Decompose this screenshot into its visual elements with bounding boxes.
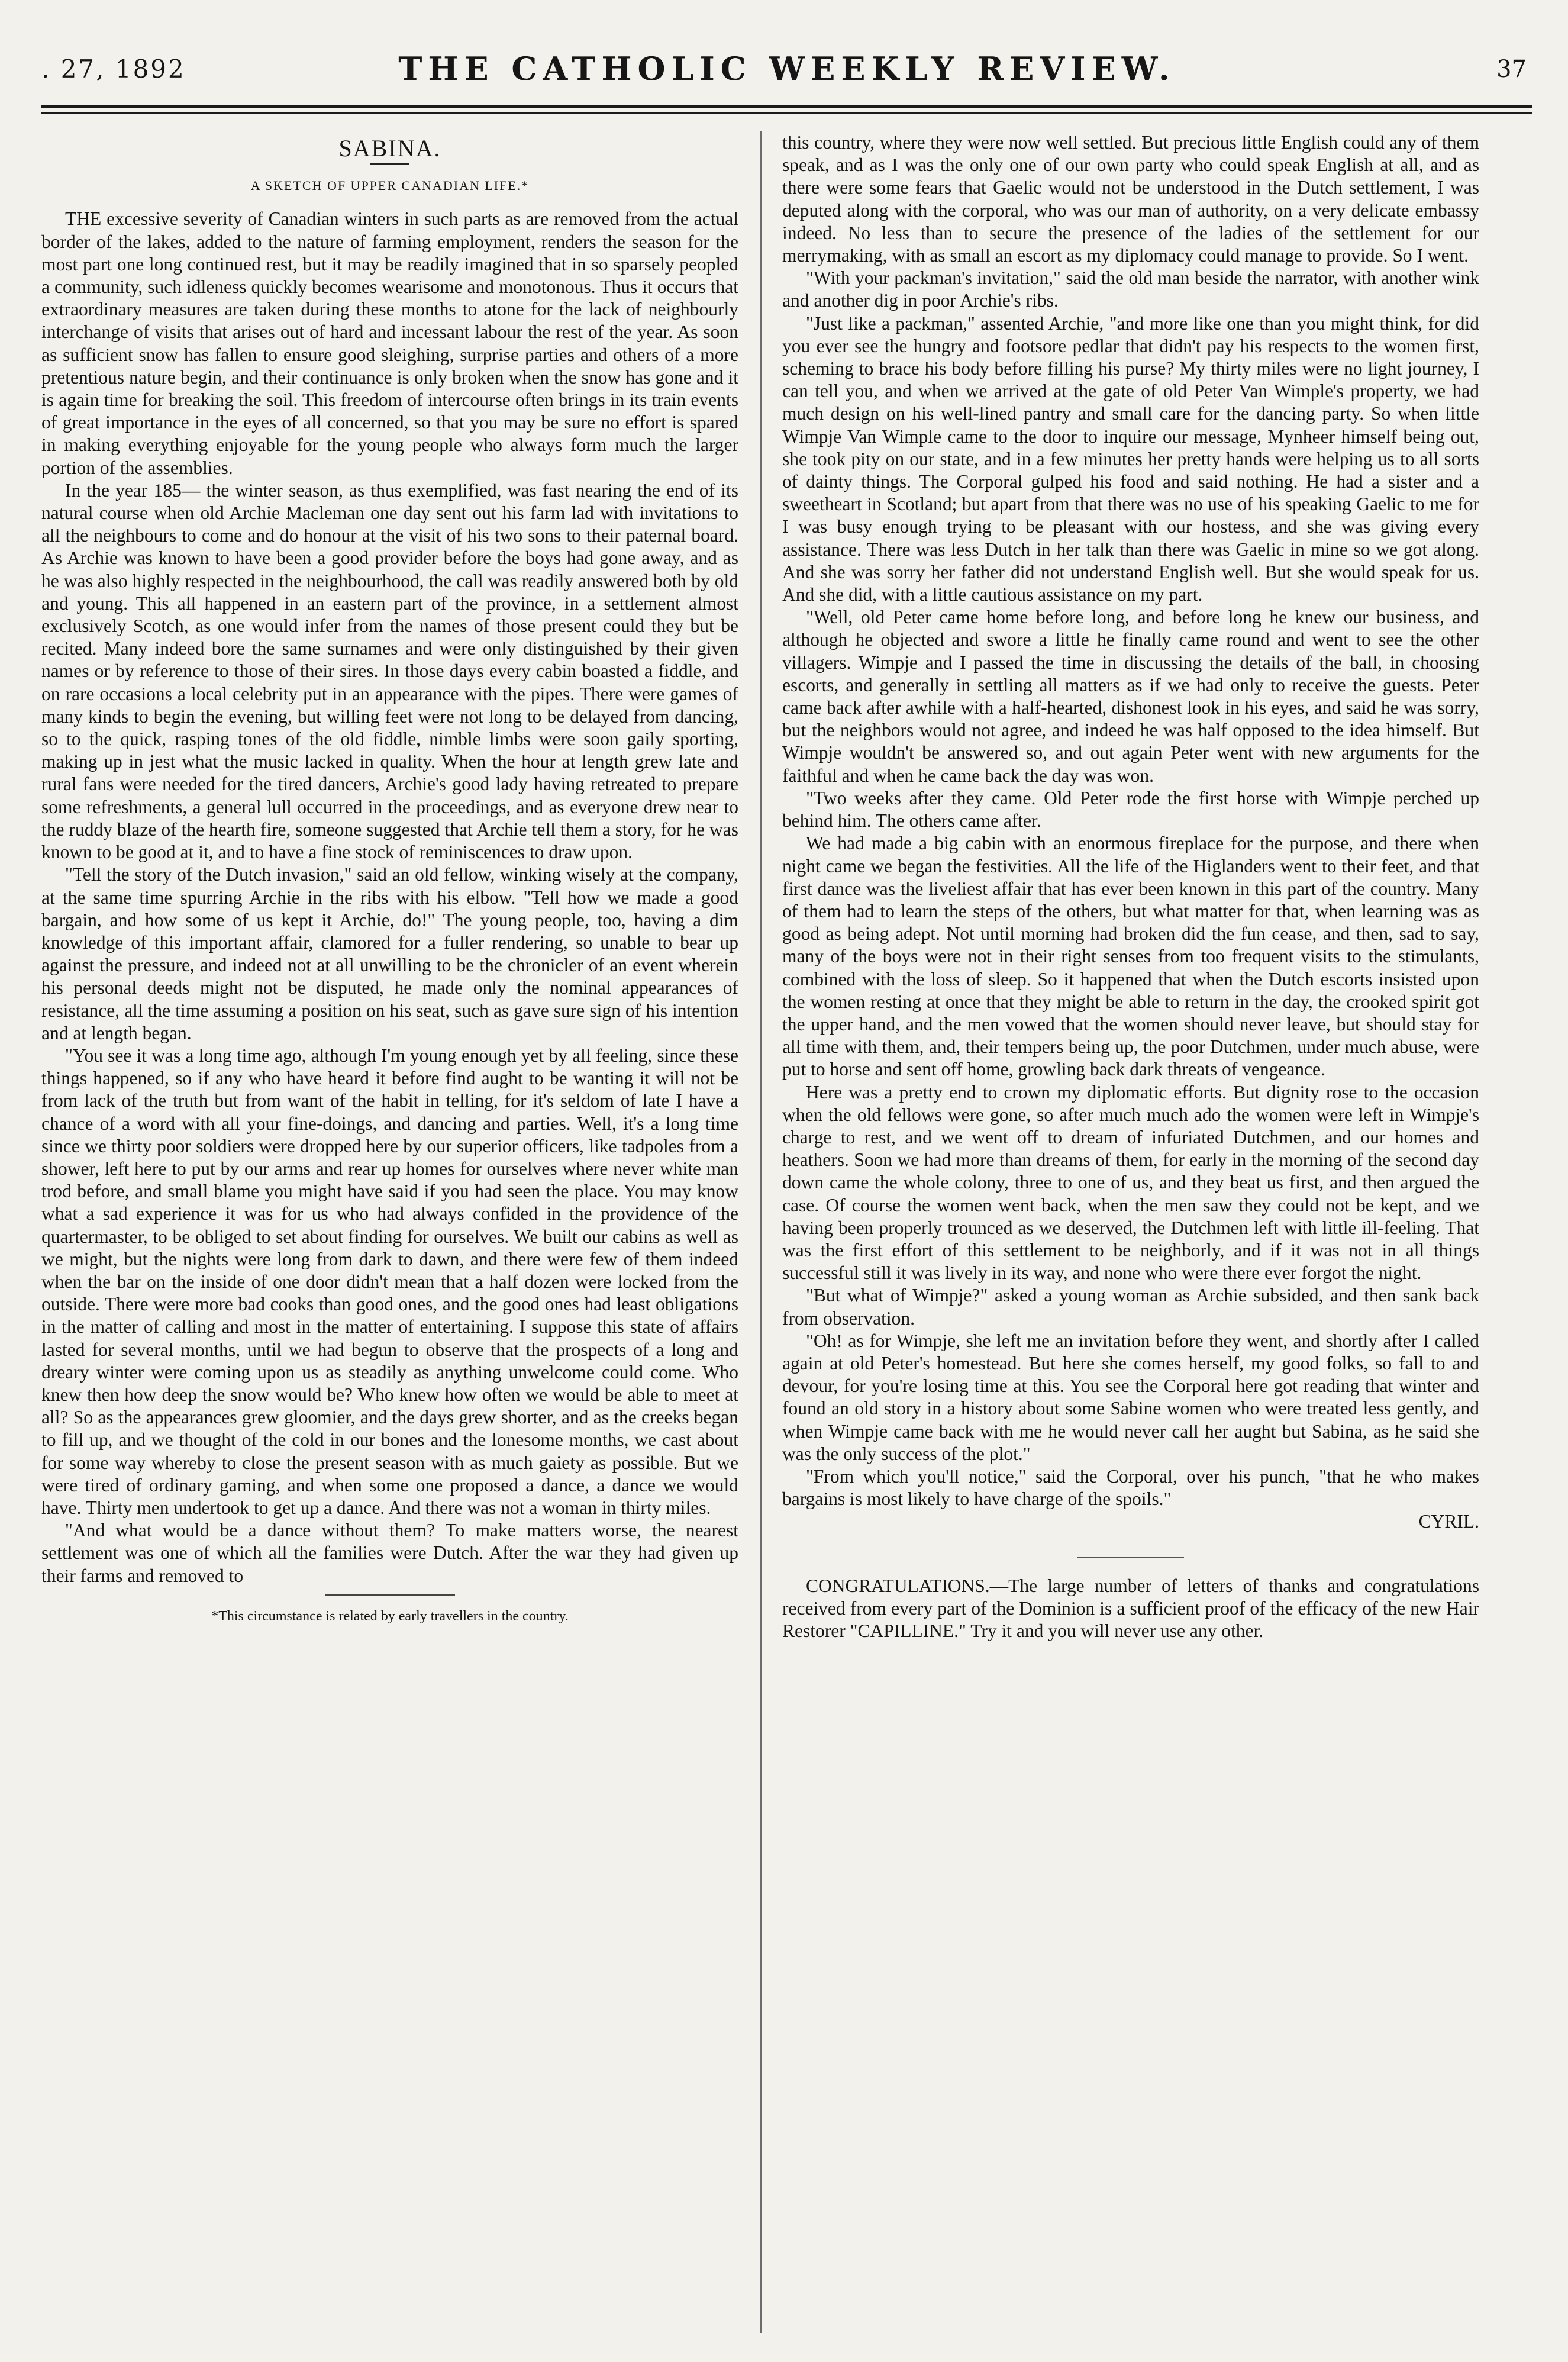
title-rule — [370, 163, 409, 165]
publication-title: THE CATHOLIC WEEKLY REVIEW. — [398, 50, 1176, 88]
article-paragraph: "Just like a packman," assented Archie, "and more like one than you might think, for did you ever see the hungry and footsore pedlar that didn't pay his respects to the women first, scheming to brace his body before filling his purse? My thirty miles were no light journey, I can tell you, and when we arrived at the gate of old Peter Van Wimple's property, we had much design on his well-lined pantry and small care for the dancing party. So when little Wimpje Van Wimple came to the door to inquire our message, Mynheer himself being out, she took pity on our state, and in a few minutes her pretty hands were helping us to all sorts of dainty things. The Corporal gulped his food and said nothing. He had a sister and a sweetheart in Scotland; but apart from that there was no use of his speaking Gaelic to me for I was busy enough trying to be pleasant with our hostess, and she was giving every assistance. There was less Dutch in her talk than there was Gaelic in mine so we got along. And she was sorry her father did not understand English well. But she would speak for us. And she did, with a little cautious assistance on my part. — [782, 312, 1479, 605]
article-paragraph: "Two weeks after they came. Old Peter rode the first horse with Wimpje perched up behind him. The others came after. — [782, 787, 1479, 832]
left-column — [41, 131, 738, 1628]
footnote-rule — [325, 1594, 455, 1596]
author-signature: CYRIL. — [1418, 1511, 1479, 1532]
article-paragraph: "But what of Wimpje?" asked a young woman as Archie subsided, and then sank back from observation. — [782, 1285, 1479, 1329]
article-subtitle: A SKETCH OF UPPER CANADIAN LIFE.* — [250, 178, 530, 194]
footnote: *This circumstance is related by early travellers in the country. — [211, 1608, 569, 1624]
article-paragraph: "Tell the story of the Dutch invasion," said an old fellow, winking wisely at the company, at the same time spurring Archie in the ribs with his elbow. "Tell how we made a good bargain, and how some of us kept it Archie, do!" The young people, too, having a dim knowledge of this important affair, clamored for a fuller rendering, so unable to bear up against the pressure, and indeed not at all unwilling to be the chronicler of an event wherein his personal deeds might not be disputed, he made only the nominal appearances of resistance, all the time assuming a position on his seat, such as gave sure sign of his intention and at length began. — [41, 864, 738, 1043]
article-paragraph: "From which you'll notice," said the Corporal, over his punch, "that he who makes bargains is most likely to have charge of the spoils." — [782, 1465, 1479, 1510]
header-rule-thick — [41, 105, 1532, 108]
page-header — [41, 13, 1532, 96]
page-number: 37 — [1496, 56, 1527, 83]
header-rule-thin — [41, 112, 1532, 114]
article-paragraph: "With your packman's invitation," said the old man beside the narrator, with another wink and another dig in poor Archie's ribs. — [782, 268, 1479, 311]
advertisement-lead: CONGRATULATIONS. — [806, 1575, 990, 1596]
article-paragraph: Here was a pretty end to crown my diplomatic efforts. But dignity rose to the occasion when the old fellows were gone, so after much much ado the women were left in Wimpje's charge to rest, and we went off to dream of infuriated Dutchmen, and our homes and heathers. Soon we had more than dreams of them, for early in the morning of the second day down came the whole colony, three to one of us, and they beat us first, and then argued the case. Of course the women went back, when the men saw they could not be kept, and we having been properly trounced as we deserved, the Dutchmen left with little ill-feeling. That was the first effort of this settlement to be neighborly, and if it was not in all things successful still it was lively in its way, and none who were there ever forgot the night. — [782, 1081, 1479, 1284]
advertisement — [782, 1575, 1479, 1643]
section-separator — [1077, 1557, 1184, 1558]
article-paragraph: "You see it was a long time ago, although I'm young enough yet by all feeling, since these things happened, so if any who have heard it before find aught to be wanting it will not be from lack of the truth but from want of the habit in telling, for it's seldom of late I have a chance of a word with all your fine-doings, and dancing and parties. Well, it's a long time since we thirty poor soldiers were dropped here by our superior officers, like tadpoles from a shower, left here to put by our arms and rear up homes for ourselves where never white man trod before, and small blame you might have said if you had seen the place. You may know what a sad experience it was for us who had always confided in the providence of the quartermaster, to be obliged to set about finding for ourselves. We built our cabins as well as we might, but the nights were long from dark to dawn, and there were few of them indeed when the bar on the inside of one door didn't mean that a half dozen were locked from the outside. There were more bad cooks than good ones, and the good ones had least obligations in the matter of calling and most in the matter of entertaining. I suppose this state of affairs lasted for several months, until we had begun to observe that the prospects of a long and dreary winter were coming upon us as steadily as anything unwelcome could come. Who knew then how deep the snow would be? Who knew how often we would be able to meet at all? So as the appearances grew gloomier, and the days grew shorter, and as the creeks began to fill up, and we thought of the cold in our bones and the lonesome months, we cast about for some way whereby to close the present season with as much gaiety as possible. But we were tired of ordinary gaming, and when some one proposed a dance, a dance we would have. Thirty men undertook to get up a dance. And there was not a woman in thirty miles. — [41, 1045, 738, 1518]
column-divider — [760, 131, 762, 2333]
advertisement-text: —The large number of letters of thanks and congratulations received from every part of the Dominion is a sufficient proof of the efficacy of the new Hair Restorer "CAPILLINE." Try it and you will never use any other. — [782, 1575, 1479, 1641]
article-paragraph: "Well, old Peter came home before long, and before long he knew our business, and although he objected and swore a little he finally came round and went to see the other villagers. Wimpje and I passed the time in discussing the details of the ball, in choosing escorts, and generally in settling all matters as if we had only to receive the guests. Peter came back after awhile with a half-hearted, dishonest look in his eyes, and said he was sorry, but the neighbors would not agree, and indeed he was half opposed to the idea himself. But Wimpje wouldn't be answered so, and out again Peter went with new arguments for the faithful and when he came back the day was won. — [782, 607, 1479, 786]
article-paragraph: "And what would be a dance without them? To make matters worse, the nearest settlement was one of which all the families were Dutch. After the war they had given up their farms and removed to — [41, 1520, 738, 1586]
article-paragraph: THE excessive severity of Canadian winters in such parts as are removed from the actual border of the lakes, added to the nature of farming employment, renders the season for the most part one long continued rest, but it may be readily imagined that in so sparsely peopled a community, such idleness quickly becomes wearisome and monotonous. Thus it occurs that extraordinary measures are taken during these months to atone for the lack of neighbourly interchange of visits that arises out of hard and incessant labour the rest of the year. As soon as sufficient snow has fallen to ensure good sleighing, surprise parties and others of a more pretentious nature begin, and their continuance is only broken when the snow has gone and it is again time for breaking the soil. This freedom of intercourse often brings in its train events of great importance in the eyes of all concerned, so that you may be sure no effort is spared in making everything enjoyable for the young people who always form much the larger portion of the assemblies. — [41, 208, 738, 478]
article-paragraph: In the year 185— the winter season, as thus exemplified, was fast nearing the end of its natural course when old Archie Macleman one day sent out his farm lad with invitations to all the neighbours to come and do honour at the visit of his two sons to their paternal board. As Archie was known to have been a good provider before the boys had gone away, and as he was also highly respected in the neighbourhood, the call was readily answered both by old and young. This all happened in an eastern part of the province, in a settlement almost exclusively Scotch, as one would infer from the names of those present could they but be recited. Many indeed bore the same surnames and were only distinguished by their given names or by reference to those of their sires. In those days every cabin boasted a fiddle, and on rare occasions a local celebrity put in an appearance with the pipes. There were games of many kinds to begin the evening, but willing feet were not long to be delayed from dancing, so to the quick, rasping tones of the old fiddle, nimble limbs were soon gaily sporting, making up in jest what the music lacked in quality. When the hour at length grew late and rural fans were needed for the tired dancers, Archie's good lady having retreated to prepare some refreshments, a general lull occurred in the proceedings, and as everyone drew near to the ruddy blaze of the hearth fire, someone suggested that Archie tell them a story, for he was known to be good at it, and to have a fine stock of reminiscences to draw upon. — [41, 479, 738, 863]
article-paragraph: "Oh! as for Wimpje, she left me an invitation before they went, and shortly after I called again at old Peter's homestead. But here she comes herself, my good folks, so fall to and devour, for you're losing time at this. You see the Corporal here got reading that winter and found an old story in a history about some Sabine women who were treated less gently, and when Wimpje came back with me he would never call her aught but Sabina, as he said she was the only success of the plot." — [782, 1330, 1479, 1464]
article-paragraph: We had made a big cabin with an enormous fireplace for the purpose, and there when night came we began the festivities. All the life of the Higlanders went to their feet, and that first dance was the liveliest affair that has ever been known in this part of the country. Many of them had to learn the steps of the others, but what matter for that, when learning was as good as being adept. Not until morning had broken did the fun cease, and then, sad to say, many of the boys were not in their right senses from too frequent visits to the stimulants, combined with the loss of sleep. So it happened that when the Dutch escorts insisted upon the women resting at once that they might be able to return in the day, the crooked spirit got the upper hand, and the men vowed that the women should never leave, but should stay for all time with them, and, their tempers being up, the poor Dutchmen, under much abuse, were put to horse and sent off home, growling back dark threats of vengeance. — [782, 833, 1479, 1080]
issue-date: . 27, 1892 — [41, 54, 186, 83]
article-title: SABINA. — [338, 135, 441, 162]
article-paragraph: this country, where they were now well settled. But precious little English could any of them speak, and as I was the only one of our own party who could speak English at all, and as there were some fears that Gaelic would not be understood in the Dutch settlement, I was deputed along with the corporal, who was our man of authority, on a very delicate embassy indeed. No less than to secure the presence of the ladies of the settlement for our merrymaking, with as small an escort as my diplomacy could manage to provide. So I went. — [782, 132, 1479, 266]
right-column — [782, 131, 1479, 1642]
